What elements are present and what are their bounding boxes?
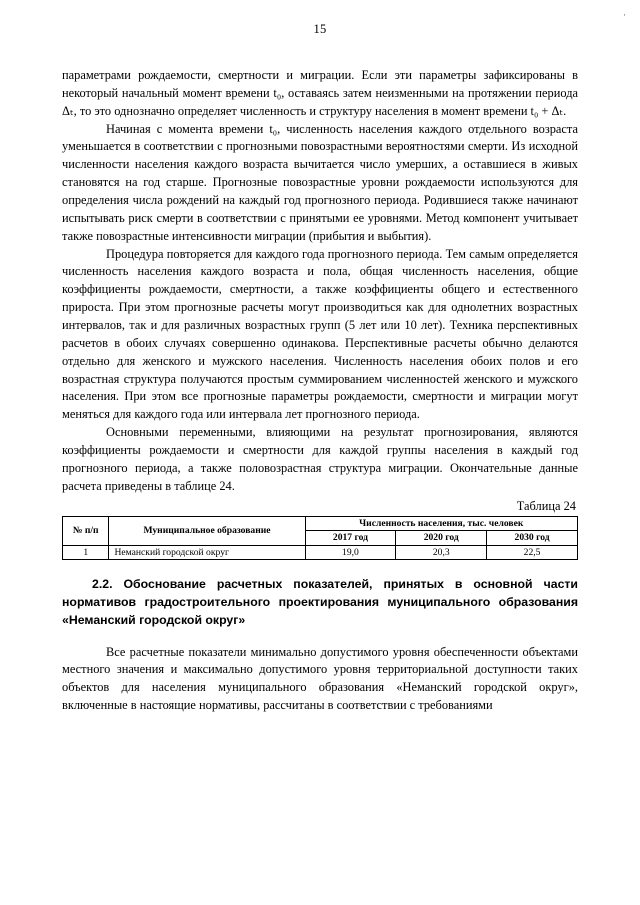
table-caption: Таблица 24: [516, 498, 576, 513]
section-title: 2.2. Обоснование расчетных показателей, принятых в основной части нормативов градостроительного проектирования муниципального образования «Неманский городской округ»: [62, 577, 578, 627]
cell-2020: 20,3: [396, 545, 487, 560]
cell-2017: 19,0: [305, 545, 396, 560]
page-corner-mark: ·: [623, 10, 626, 20]
population-table: [62, 516, 578, 561]
paragraph-4: Основными переменными, влияющими на результат прогнозирования, являются коэффициенты рождаемости и смертности для каждой группы населения в каждый год прогнозного периода, а также половозрастная структура миграции. Окончательные данные расчета приведены в таблице 24.: [62, 425, 578, 493]
section-spacer: [62, 630, 578, 644]
paragraph-1: параметрами рождаемости, смертности и миграции. Если эти параметры зафиксированы в некоторый начальный момент времени t₀, оставаясь затем неизменными на протяжении периода Δₜ, то это однозначно определяет численность и структуру населения в момент времени t₀ + Δₜ.: [62, 68, 578, 118]
paragraph-3: Процедура повторяется для каждого года прогнозного периода. Тем самым определяется численность населения каждого возраста и пола, общая численность населения, общие коэффициенты рождаемости, смертности, а также коэффициенты общего и естественного прироста. При этом прогнозные расчеты могут производиться как для однолетних возрастных интервалов, так и для различных возрастных групп (5 лет или 10 лет). Техника перспективных расчетов в обоих случаях совершенно одинакова. Перспективные расчеты обычно делаются отдельно для женского и мужского населения. Численность населения обоих полов и его возрастная структура получаются простым суммированием численностей женского и мужского населения. При этом все прогнозные параметры рождаемости, смертности и миграции могут меняться для каждого года или интервала лет прогнозного периода.: [62, 246, 578, 422]
table-header-population-group: Численность населения, тыс. человек: [305, 516, 577, 531]
paragraph-2: Начиная с момента времени t₀, численность населения каждого отдельного возраста уменьшается в соответствии с прогнозными повозрастными вероятностями смерти. Из исходной численности населения каждого возраста вычитается число умерших, а оставшиеся в живых становятся на год старше. Прогнозные повозрастные уровни рождаемости используются для определения числа рождений на каждый год прогнозного периода. Родившиеся также начинают испытывать риск смерти в соответствии с принятыми ее уровнями. Метод компонент учитывает также повозрастные интенсивности миграции (прибытия и выбытия).: [62, 121, 578, 243]
table-header-2030: 2030 год: [487, 531, 578, 546]
table-header-municipality: Муниципальное образование: [109, 516, 305, 545]
page-number: 15: [313, 22, 327, 36]
table-header-np: № п/п: [63, 516, 109, 545]
cell-municipality: Неманский городской округ: [109, 545, 305, 560]
table-header-2020: 2020 год: [396, 531, 487, 546]
table-header-row: [63, 516, 578, 531]
table-header-2017: 2017 год: [305, 531, 396, 546]
paragraph-5: Все расчетные показатели минимально допустимого уровня обеспеченности объектами местного значения и максимально допустимого уровня территориальной доступности таких объектов для населения муниципального образования «Неманский городской округ», включенные в настоящие нормативы, рассчитаны в соответствии с требованиями: [62, 644, 578, 713]
cell-2030: 22,5: [487, 545, 578, 560]
cell-np: 1: [63, 545, 109, 560]
table-row: [63, 545, 578, 560]
